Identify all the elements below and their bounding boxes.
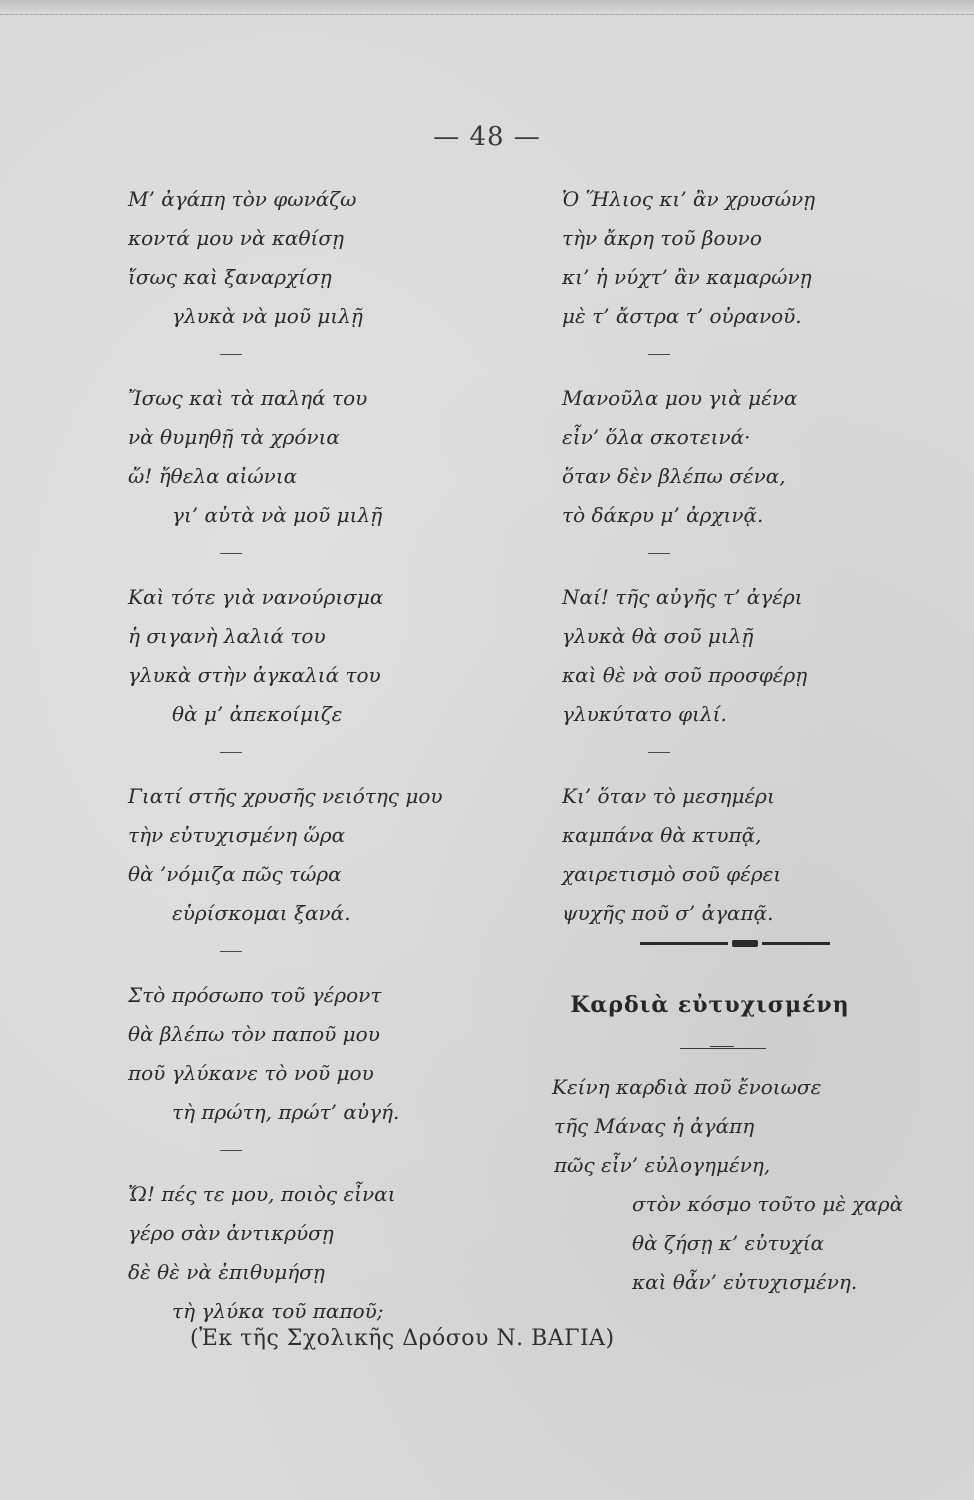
verse-line: ὤ! ἤθελα αἰώνια — [128, 464, 298, 488]
verse-line: καμπάνα θὰ κτυπᾷ, — [562, 823, 762, 847]
verse-line: πῶς εἶν’ εὐλογημένη, — [554, 1153, 771, 1177]
stanza-left-3 — [128, 578, 468, 734]
verse-line: νὰ θυμηθῇ τὰ χρόνια — [128, 425, 340, 449]
stanza-separator — [648, 553, 670, 554]
verse-line: γλυκὰ στὴν ἀγκαλιά του — [128, 663, 381, 687]
verse-line: ψυχῆς ποῦ σ’ ἀγαπᾷ. — [562, 901, 774, 925]
stanza-separator — [220, 951, 242, 952]
top-edge — [0, 0, 974, 15]
verse-line: τὴ γλύκα τοῦ παποῦ; — [172, 1299, 384, 1323]
title-rule-long — [680, 1048, 766, 1049]
source-citation: (Ἐκ τῆς Σχολικῆς Δρόσου Ν. ΒΑΓΙΑ) — [190, 1326, 615, 1351]
stanza-left-4 — [128, 777, 468, 933]
verse-line: ὅταν δὲν βλέπω σένα, — [562, 464, 786, 488]
verse-line: Ὁ Ἥλιος κι’ ἂν χρυσώνῃ — [562, 187, 816, 211]
stanza-separator — [648, 354, 670, 355]
verse-line: θὰ ’νόμιζα πῶς τώρα — [128, 862, 342, 886]
verse-line: γλυκὰ θὰ σοῦ μιλῇ — [562, 624, 754, 648]
verse-line: κι’ ἡ νύχτ’ ἂν καμαρώνῃ — [562, 265, 812, 289]
verse-line: καὶ θὲ νὰ σοῦ προσφέρῃ — [562, 663, 808, 687]
verse-line: Καὶ τότε γιὰ νανούρισμα — [128, 585, 384, 609]
verse-line: Ἴσως καὶ τὰ παληά του — [128, 386, 368, 410]
title-rule-short — [710, 1046, 734, 1047]
right-column — [562, 180, 882, 933]
verse-line: θὰ ζήσῃ κ’ εὐτυχία — [632, 1231, 825, 1255]
verse-line: Γιατί στῆς χρυσῆς νειότης μου — [128, 784, 443, 808]
verse-line: κοντά μου νὰ καθίσῃ — [128, 226, 344, 250]
left-column — [128, 180, 468, 1331]
stanza-separator — [220, 354, 242, 355]
verse-line: εἶν’ ὅλα σκοτεινά· — [562, 425, 751, 449]
divider-bar-right — [762, 942, 830, 945]
verse-line: Μανοῦλα μου γιὰ μένα — [562, 386, 798, 410]
divider-ornament — [732, 940, 758, 947]
verse-line: Ὤ! πές τε μου, ποιὸς εἶναι — [128, 1182, 396, 1206]
verse-line: τὴν ἄκρη τοῦ βουνο — [562, 226, 762, 250]
stanza-left-2 — [128, 379, 468, 535]
divider-bar-left — [640, 942, 728, 945]
verse-line: γλυκύτατο φιλί. — [562, 702, 727, 726]
verse-line: γι’ αὐτὰ νὰ μοῦ μιλῇ — [172, 503, 383, 527]
stanza-right-3 — [562, 578, 882, 734]
verse-line: τῆς Μάνας ἡ ἀγάπη — [554, 1114, 755, 1138]
verse-line: γέρο σὰν ἀντικρύσῃ — [128, 1221, 334, 1245]
verse-line: Ναί! τῆς αὐγῆς τ’ ἀγέρι — [562, 585, 803, 609]
stanza-left-1 — [128, 180, 468, 336]
verse-line: Κι’ ὅταν τὸ μεσημέρι — [562, 784, 775, 808]
verse-line: ἴσως καὶ ξαναρχίσῃ — [128, 265, 332, 289]
title-underline — [680, 1046, 766, 1051]
ornamental-divider — [640, 940, 830, 948]
verse-line: στὸν κόσμο τοῦτο μὲ χαρὰ — [632, 1192, 904, 1216]
verse-line: ἡ σιγανὴ λαλιά του — [128, 624, 326, 648]
verse-line: δὲ θὲ νὰ ἐπιθυμήσῃ — [128, 1260, 325, 1284]
second-poem-body — [552, 1068, 932, 1302]
verse-line: Κείνη καρδιὰ ποῦ ἔνοιωσε — [552, 1075, 822, 1099]
stanza-left-6 — [128, 1175, 468, 1331]
verse-line: ποῦ γλύκανε τὸ νοῦ μου — [128, 1061, 374, 1085]
stanza-right-4 — [562, 777, 882, 933]
verse-line: θὰ μ’ ἀπεκοίμιζε — [172, 702, 343, 726]
verse-line: Στὸ πρόσωπο τοῦ γέροντ — [128, 983, 382, 1007]
verse-line: Μ’ ἀγάπη τὸν φωνάζω — [128, 187, 357, 211]
verse-line: γλυκὰ νὰ μοῦ μιλῇ — [172, 304, 363, 328]
verse-line: τὴ πρώτη, πρώτ’ αὐγή. — [172, 1100, 400, 1124]
stanza-right-2 — [562, 379, 882, 535]
stanza-separator — [648, 752, 670, 753]
verse-line: μὲ τ’ ἄστρα τ’ οὐρανοῦ. — [562, 304, 802, 328]
verse-line: εὑρίσκομαι ξανά. — [172, 901, 351, 925]
stanza-separator — [220, 553, 242, 554]
verse-line: χαιρετισμὸ σοῦ φέρει — [562, 862, 782, 886]
verse-line: θὰ βλέπω τὸν παποῦ μου — [128, 1022, 380, 1046]
stanza-left-5 — [128, 976, 468, 1132]
verse-line: καὶ θἆν’ εὐτυχισμένη. — [632, 1270, 858, 1294]
poem-title: Καρδιὰ εὐτυχισμένη — [570, 992, 850, 1018]
stanza-right-1 — [562, 180, 882, 336]
stanza-separator — [220, 752, 242, 753]
verse-line: τὴν εὐτυχισμένη ὥρα — [128, 823, 346, 847]
page-number: — 48 — — [433, 122, 541, 152]
verse-line: τὸ δάκρυ μ’ ἀρχινᾷ. — [562, 503, 764, 527]
stanza-separator — [220, 1150, 242, 1151]
